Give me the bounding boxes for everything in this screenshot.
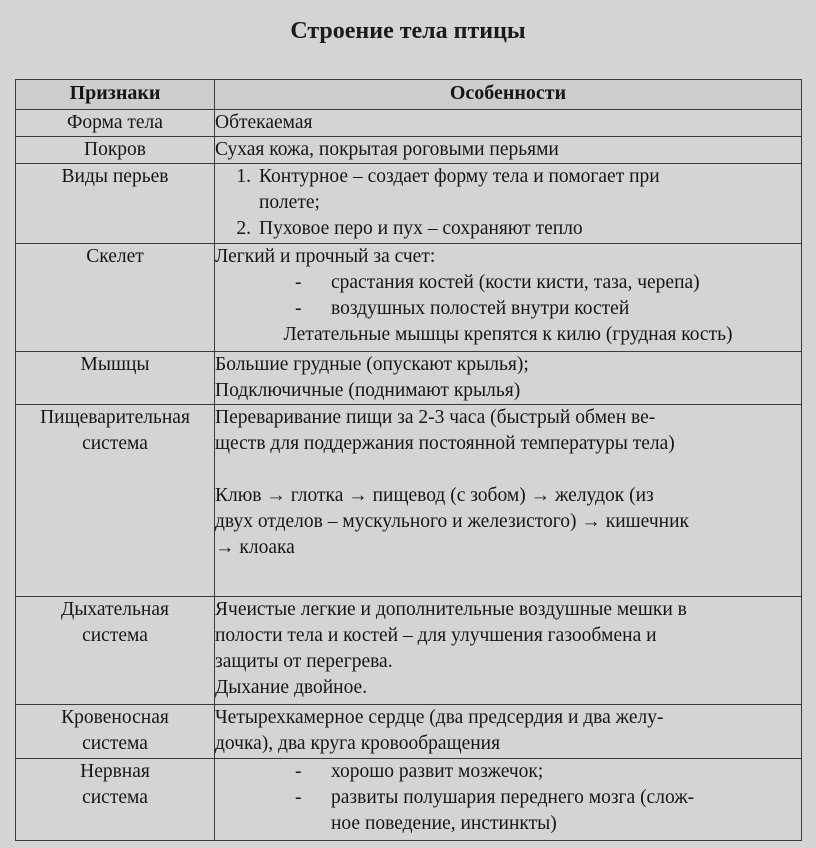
table-row — [16, 137, 802, 164]
header-details: Особенности — [215, 80, 802, 110]
item-text: Пуховое перо и пух – сохраняют тепло — [259, 218, 583, 239]
item-text: развиты полушария переднего мозга (слож- — [331, 787, 695, 808]
detail-text: Легкий и прочный за счет: — [215, 246, 436, 267]
feature-cell: Дыхательная система — [16, 597, 215, 705]
table-row — [16, 244, 802, 352]
item-number: 2. — [236, 218, 251, 239]
list-item: - хорошо развит мозжечок; — [215, 759, 801, 785]
feature-cell: Виды перьев — [16, 164, 215, 244]
feature-cell: Кровеносная система — [16, 705, 215, 759]
bird-structure-table — [15, 79, 802, 841]
detail-cell: Обтекаемая — [215, 110, 802, 137]
numbered-list — [215, 164, 801, 242]
detail-cell — [215, 164, 802, 244]
detail-text: полости тела и костей – для улучшения газообмена и — [215, 625, 657, 646]
feature-cell: Мышцы — [16, 352, 215, 405]
detail-cell — [215, 759, 802, 841]
detail-text: → клоака — [215, 537, 295, 558]
header-features: Признаки — [16, 80, 215, 110]
detail-cell: Сухая кожа, покрытая роговыми перьями — [215, 137, 802, 164]
feature-cell: Форма тела — [16, 110, 215, 137]
detail-text: Ячеистые легкие и дополнительные воздушные мешки в — [215, 599, 687, 620]
detail-text: Подключичные (поднимают крылья) — [215, 380, 521, 401]
table-row — [16, 164, 802, 244]
table-row — [16, 705, 802, 759]
feature-cell: Скелет — [16, 244, 215, 352]
detail-text: Переваривание пищи за 2-3 часа (быстрый обмен ве- — [215, 407, 656, 428]
detail-cell — [215, 705, 802, 759]
feature-cell: Нервная система — [16, 759, 215, 841]
detail-text: Клюв → глотка → пищевод (с зобом) → желудок (из — [215, 485, 654, 506]
dash-list — [215, 270, 801, 322]
list-item: - воздушных полостей внутри костей — [215, 296, 801, 322]
item-text: Контурное – создает форму тела и помогает при — [259, 166, 660, 187]
detail-text: двух отделов – мускульного и железистого) → кишечник — [215, 511, 690, 532]
detail-cell — [215, 405, 802, 597]
detail-text: защиты от перегрева. — [215, 651, 393, 672]
item-text: хорошо развит мозжечок; — [331, 761, 544, 782]
list-item — [215, 216, 801, 242]
list-item: - развиты полушария переднего мозга (слож- ное поведение, инстинкты) — [215, 785, 801, 837]
table-row — [16, 110, 802, 137]
list-item — [215, 164, 801, 216]
detail-text: ществ для поддержания постоянной температуры тела) — [215, 433, 675, 454]
item-number: 1. — [236, 166, 251, 187]
detail-text: Большие грудные (опускают крылья); — [215, 354, 529, 375]
feature-cell: Покров — [16, 137, 215, 164]
page-title: Строение тела птицы — [290, 18, 526, 44]
item-text: срастания костей (кости кисти, таза, черепа) — [331, 272, 700, 293]
list-item: - срастания костей (кости кисти, таза, черепа) — [215, 270, 801, 296]
table-header-row — [16, 80, 802, 110]
item-text: ное поведение, инстинкты) — [331, 813, 557, 834]
detail-cell — [215, 244, 802, 352]
detail-text: Летательные мышцы крепятся к килю (грудная кость) — [283, 324, 733, 345]
item-text: воздушных полостей внутри костей — [331, 298, 630, 319]
detail-text: Дыхание двойное. — [215, 677, 368, 698]
detail-cell — [215, 352, 802, 405]
detail-cell — [215, 597, 802, 705]
table-row — [16, 405, 802, 597]
table-row — [16, 759, 802, 841]
feature-cell: Пищеварительная система — [16, 405, 215, 597]
table-row — [16, 352, 802, 405]
detail-text: дочка), два круга кровообращения — [215, 733, 501, 754]
detail-text: Четырехкамерное сердце (два предсердия и два желу- — [215, 707, 664, 728]
dash-list — [215, 759, 801, 837]
item-text: полете; — [259, 192, 320, 213]
table-row — [16, 597, 802, 705]
